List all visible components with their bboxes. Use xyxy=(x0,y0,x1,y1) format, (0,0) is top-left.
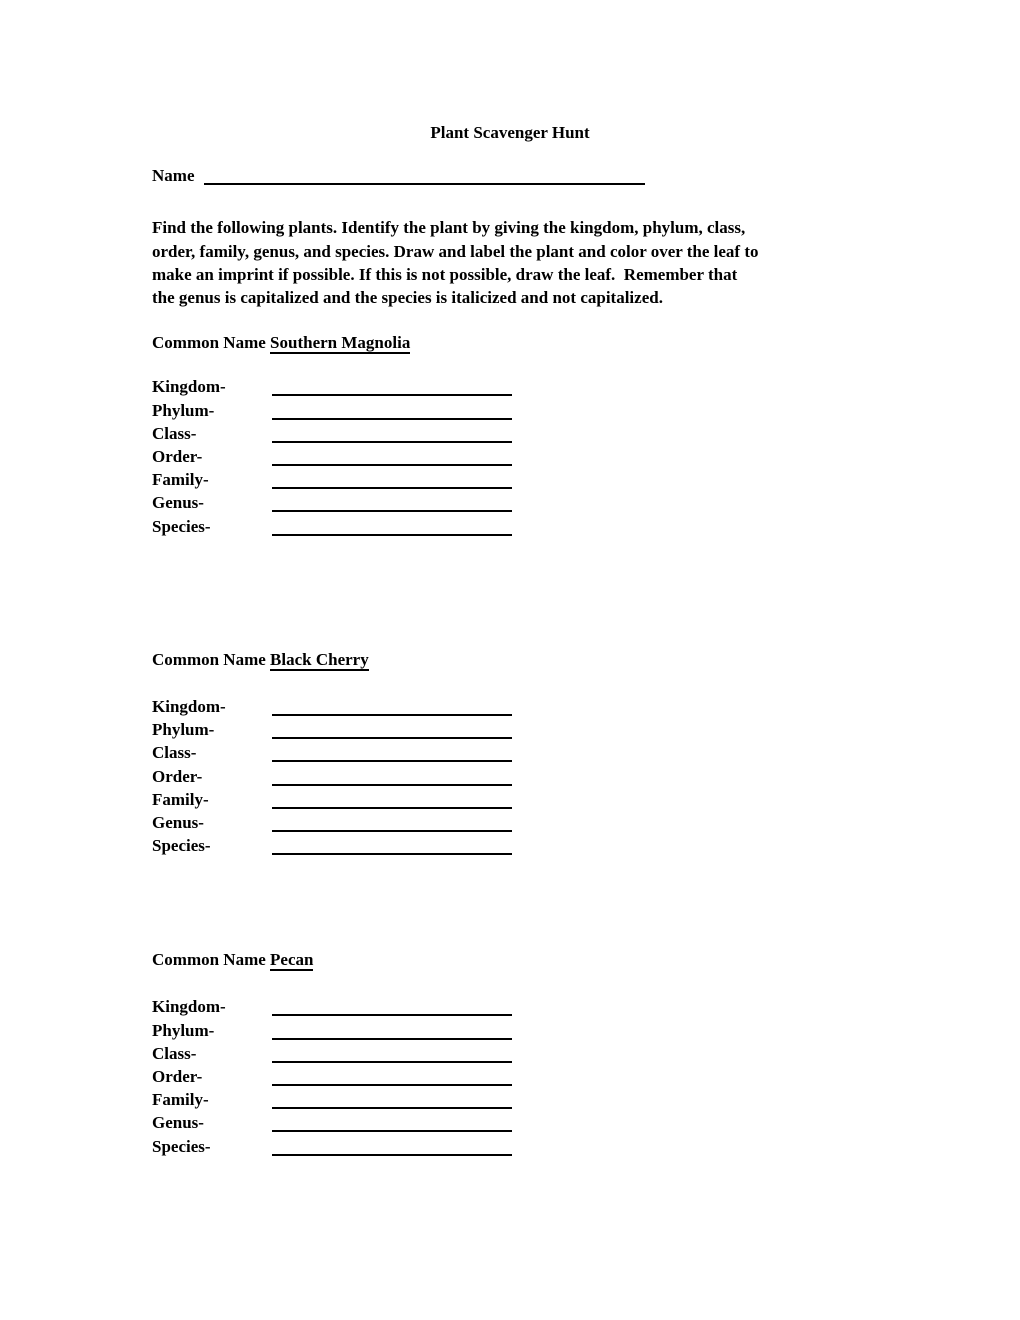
field-blank-line xyxy=(272,496,512,512)
field-label: Family- xyxy=(152,470,209,490)
field-blank-line xyxy=(272,404,512,420)
field-blank-line xyxy=(272,839,512,855)
section-header xyxy=(152,331,868,354)
taxonomy-row xyxy=(152,515,868,538)
name-label: Name xyxy=(152,166,195,186)
field-blank-line xyxy=(272,427,512,443)
field-label: Kingdom- xyxy=(152,377,226,397)
section-header xyxy=(152,948,868,971)
taxonomy-row xyxy=(152,1042,868,1065)
name-line xyxy=(152,164,868,187)
field-blank-line xyxy=(272,770,512,786)
taxonomy-row xyxy=(152,468,868,491)
field-label: Genus- xyxy=(152,493,204,513)
field-blank-line xyxy=(272,1000,512,1016)
field-label: Genus- xyxy=(152,1113,204,1133)
plant-section-southern-magnolia xyxy=(152,331,868,538)
taxonomy-rows xyxy=(152,695,868,857)
instructions xyxy=(152,216,868,309)
plant-name: Pecan xyxy=(270,950,314,970)
taxonomy-row xyxy=(152,375,868,398)
taxonomy-row xyxy=(152,1111,868,1134)
field-label: Family- xyxy=(152,789,209,809)
field-blank-line xyxy=(272,793,512,809)
field-blank-line xyxy=(272,700,512,716)
instructions-line: Find the following plants. Identify the plant by giving the kingdom, phylum, class, xyxy=(152,218,746,238)
taxonomy-row xyxy=(152,491,868,514)
field-label: Species- xyxy=(152,516,211,536)
name-blank-line xyxy=(204,169,645,185)
field-label: Kingdom- xyxy=(152,997,226,1017)
taxonomy-row xyxy=(152,741,868,764)
taxonomy-row xyxy=(152,788,868,811)
taxonomy-rows xyxy=(152,995,868,1157)
field-blank-line xyxy=(272,1047,512,1063)
taxonomy-row xyxy=(152,695,868,718)
field-blank-line xyxy=(272,380,512,396)
field-label: Phylum- xyxy=(152,720,215,740)
field-blank-line xyxy=(272,520,512,536)
field-label: Order- xyxy=(152,766,203,786)
taxonomy-row xyxy=(152,811,868,834)
plant-name: Southern Magnolia xyxy=(270,333,411,353)
taxonomy-row xyxy=(152,995,868,1018)
field-label: Phylum- xyxy=(152,1020,215,1040)
field-blank-line xyxy=(272,1116,512,1132)
common-name-label: Common Name xyxy=(152,950,266,970)
instructions-line: order, family, genus, and species. Draw and label the plant and color over the leaf to xyxy=(152,241,759,261)
common-name-label: Common Name xyxy=(152,649,266,669)
plant-section-pecan xyxy=(152,948,868,1158)
section-header xyxy=(152,648,868,671)
field-label: Genus- xyxy=(152,812,204,832)
page-title: Plant Scavenger Hunt xyxy=(430,123,590,142)
field-blank-line xyxy=(272,1140,512,1156)
field-blank-line xyxy=(272,746,512,762)
field-blank-line xyxy=(272,1070,512,1086)
plant-name: Black Cherry xyxy=(270,649,369,669)
taxonomy-row xyxy=(152,1019,868,1042)
field-label: Family- xyxy=(152,1090,209,1110)
field-label: Class- xyxy=(152,423,197,443)
taxonomy-row xyxy=(152,399,868,422)
field-blank-line xyxy=(272,816,512,832)
field-blank-line xyxy=(272,723,512,739)
instructions-line: the genus is capitalized and the species is italicized and not capitalized. xyxy=(152,288,663,308)
field-label: Order- xyxy=(152,446,203,466)
common-name-label: Common Name xyxy=(152,333,266,353)
field-label: Class- xyxy=(152,743,197,763)
taxonomy-row xyxy=(152,1088,868,1111)
field-blank-line xyxy=(272,1024,512,1040)
taxonomy-row xyxy=(152,718,868,741)
taxonomy-row xyxy=(152,1135,868,1158)
field-blank-line xyxy=(272,473,512,489)
field-label: Class- xyxy=(152,1043,197,1063)
taxonomy-row xyxy=(152,765,868,788)
plant-section-black-cherry xyxy=(152,648,868,858)
field-label: Order- xyxy=(152,1067,203,1087)
taxonomy-row xyxy=(152,445,868,468)
instructions-line: make an imprint if possible. If this is not possible, draw the leaf. Remember that xyxy=(152,264,738,284)
taxonomy-row xyxy=(152,834,868,857)
field-label: Species- xyxy=(152,836,211,856)
taxonomy-row xyxy=(152,1065,868,1088)
field-label: Species- xyxy=(152,1136,211,1156)
taxonomy-row xyxy=(152,422,868,445)
field-label: Phylum- xyxy=(152,400,215,420)
field-blank-line xyxy=(272,450,512,466)
field-label: Kingdom- xyxy=(152,696,226,716)
field-blank-line xyxy=(272,1093,512,1109)
taxonomy-rows xyxy=(152,375,868,537)
